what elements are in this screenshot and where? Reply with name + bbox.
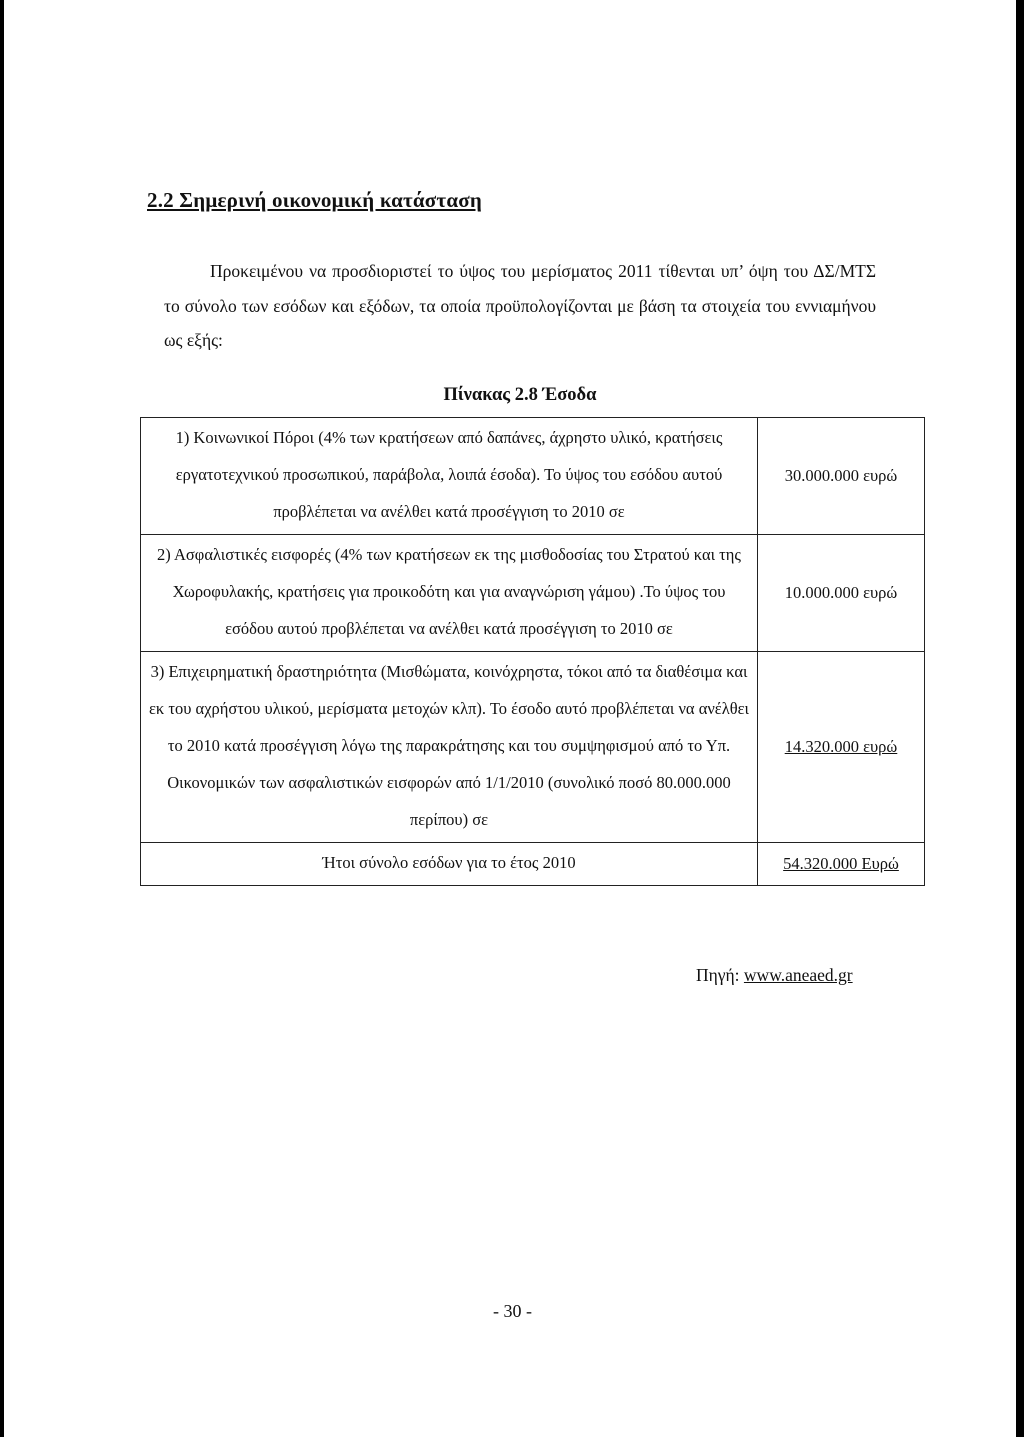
section-heading: 2.2 Σημερινή οικονομική κατάσταση — [147, 188, 482, 212]
amount-value: 10.000.000 ευρώ — [784, 583, 898, 602]
row-description: 2) Ασφαλιστικές εισφορές (4% των κρατήσεων εκ της μισθοδοσίας του Στρατού και της Χωροφυλακής, κρατήσεις για προικοδότη και για αναγνώριση γάμου) .Το ύψος του εσόδου αυτού προβλέπεται να ανέλθει κατά προσέγγιση το 2010 σε — [141, 535, 758, 652]
table-caption: Πίνακας 2.8 Έσοδα — [443, 385, 597, 405]
revenue-table — [140, 417, 925, 886]
total-row — [141, 843, 925, 886]
source-note — [696, 965, 853, 986]
amount-value: 30.000.000 ευρώ — [784, 466, 898, 485]
table-row — [141, 535, 925, 652]
source-label: Πηγή: — [696, 965, 740, 985]
document-page — [4, 0, 1016, 1437]
page-number: - 30 - — [493, 1301, 532, 1321]
row-amount — [758, 418, 925, 535]
source-link[interactable]: www.aneaed.gr — [743, 965, 853, 985]
total-label: Ήτοι σύνολο εσόδων για το έτος 2010 — [141, 843, 758, 886]
row-description: 3) Επιχειρηματική δραστηριότητα (Μισθώματα, κοινόχρηστα, τόκοι από τα διαθέσιμα και εκ του αχρήστου υλικού, μερίσματα μετοχών κλπ). Το έσοδο αυτό προβλέπεται να ανέλθει το 2010 κατά προσέγγιση λόγω της παρακράτησης και του συμψηφισμού από το Υπ. Οικονομικών των ασφαλιστικών εισφορών από 1/1/2010 (συνολικό ποσό 80.000.000 περίπου) σε — [141, 652, 758, 843]
row-amount — [758, 652, 925, 843]
table-row — [141, 418, 925, 535]
intro-paragraph: Προκειμένου να προσδιοριστεί το ύψος του μερίσματος 2011 τίθενται υπ’ όψη του ΔΣ/ΜΤΣ το σύνολο των εσόδων και εξόδων, τα οποία προϋπολογίζονται με βάση τα στοιχεία του εννιαμήνου ως εξής: — [164, 261, 876, 350]
row-amount — [758, 535, 925, 652]
table-row — [141, 652, 925, 843]
total-amount — [758, 843, 925, 886]
amount-value: 14.320.000 ευρώ — [784, 737, 898, 756]
total-amount-value: 54.320.000 Ευρώ — [783, 854, 899, 873]
row-description: 1) Κοινωνικοί Πόροι (4% των κρατήσεων από δαπάνες, άχρηστο υλικό, κρατήσεις εργατοτεχνικού προσωπικού, παράβολα, λοιπά έσοδα). Το ύψος του εσόδου αυτού προβλέπεται να ανέλθει κατά προσέγγιση το 2010 σε — [141, 418, 758, 535]
